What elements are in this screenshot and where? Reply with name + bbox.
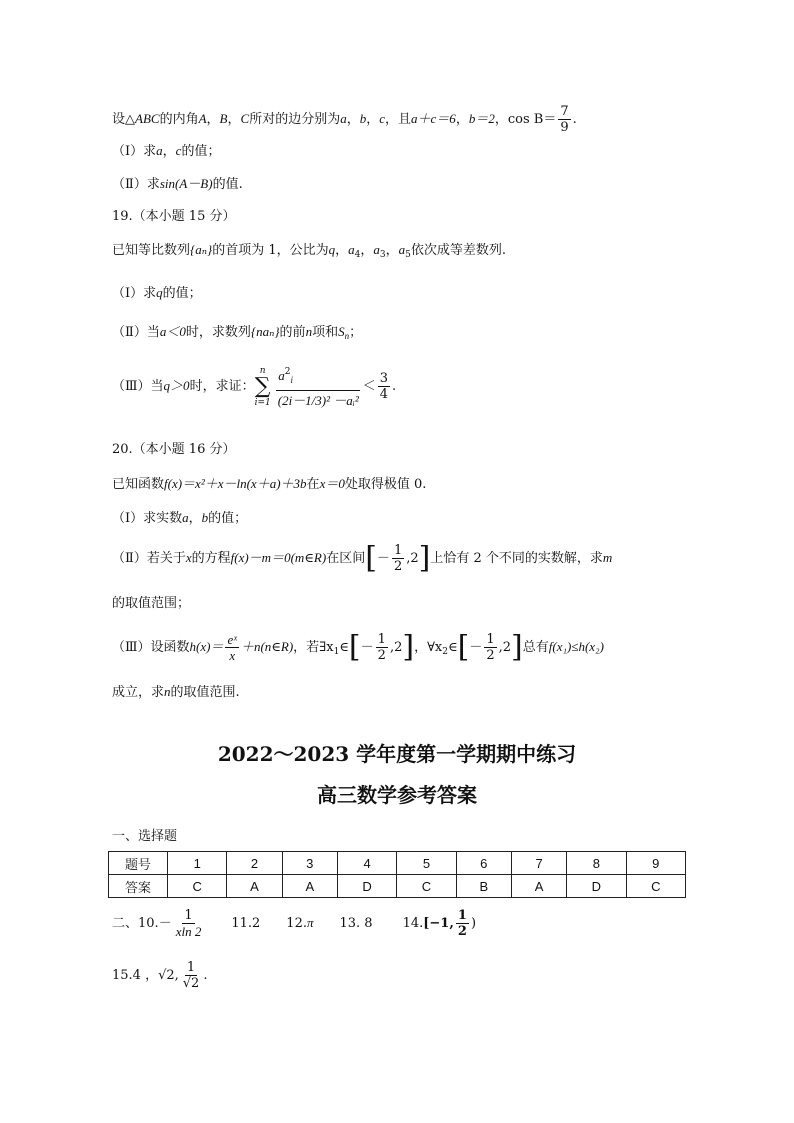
problem-19-statement: 已知等比数列{aₙ}的首项为 1，公比为q，$a_4$，$a_3$，$a_5$依次成等差数列. [112, 242, 506, 260]
table-row-question-numbers: 题号 1 2 3 4 5 6 7 8 9 [109, 852, 686, 875]
problem-19-part-2: （Ⅱ）当a＜0时，求数列{naₙ}的前n项和$S_n$； [112, 324, 363, 341]
section-1-heading: 一、选择题 [112, 829, 178, 844]
problem-20-part-1: （Ⅰ）求实数a，b的值； [112, 510, 248, 526]
problem-20-part-3: （Ⅲ）设函数h(x)＝ $\frac{\text{eˣ}}{x}$ ＋n(n∈R)，若$\exists x_1\in[-$ $\frac{1}{2}$ ,2]，$\forall x_2\in[-$ $\frac{1}{2}$ ,2]总有f(x₁)≤h(x₂) [112, 629, 604, 665]
summation-symbol: n ∑ i=1 [254, 365, 271, 408]
answer-key-subtitle: 高三数学参考答案 [317, 783, 477, 807]
fraction-1-sqrt2: $\frac{1}{√2}$ [182, 960, 200, 991]
fraction-3-4: $\frac{3}{4}$ [379, 371, 389, 402]
summand-fraction: $\frac{a^2_i}{\text{(2i－1/3)² －aᵢ²}}$ [276, 362, 361, 411]
answer-key-title: 2022～2023 学年度第一学期期中练习 [217, 742, 577, 766]
problem-20-part-2-cont: 的取值范围； [112, 596, 191, 611]
problem-20-part-2: （Ⅱ）若关于x的方程f(x)－m＝0(m∈R)在区间[－ $\frac{1}{2}$ ,2]上恰有 2 个不同的实数解，求m [112, 540, 613, 576]
problem-20-statement: 已知函数f(x)＝x²＋x－ln(x＋a)＋3b在x＝0处取得极值 0. [112, 476, 427, 492]
answer-15: 15.4 ，√2, $\frac{1}{√2}$ . [112, 960, 208, 991]
problem-18-part-1: （Ⅰ）求a，c的值； [112, 143, 221, 159]
problem-18-statement: 设△ABC的内角A，B，C所对的边分别为a，b，c，且a＋c＝6，b＝2，cos B＝ $\frac{7}{9}$ . [112, 104, 577, 135]
problem-18-part-2: （Ⅱ）求sin(A－B)的值. [112, 176, 243, 192]
problem-19-part-3: （Ⅲ）当q＞0时，求证： n ∑ i=1 $\frac{a^2_i}{\text{(2i－1/3)² －aᵢ²}}$ ＜ $\frac{3}{4}$ . [112, 362, 396, 411]
fraction-7-9: $\frac{7}{9}$ [560, 104, 569, 135]
problem-20-heading: 20.（本小题 16 分） [112, 442, 236, 457]
problem-20-part-3-cont: 成立，求n的取值范围. [112, 684, 240, 700]
problem-19-part-1: （Ⅰ）求q的值； [112, 285, 202, 301]
table-row-answers: 答案 C A A D C B A D C [109, 875, 686, 898]
fraction-ex-x: $\frac{\text{eˣ}}{x}$ [227, 632, 237, 663]
problem-19-heading: 19.（本小题 15 分） [112, 209, 236, 224]
fraction-answer-10: $\frac{1}{xln 2}$ [175, 908, 202, 939]
section-2-answers: 二、10.－ $\frac{1}{xln 2}$ 11.2 12.π 13. 8 14.[−1, $\frac{1}{2}$ ) [112, 908, 477, 939]
fraction-1-2: $\frac{1}{2}$ [393, 543, 403, 574]
answer-table [108, 851, 686, 898]
